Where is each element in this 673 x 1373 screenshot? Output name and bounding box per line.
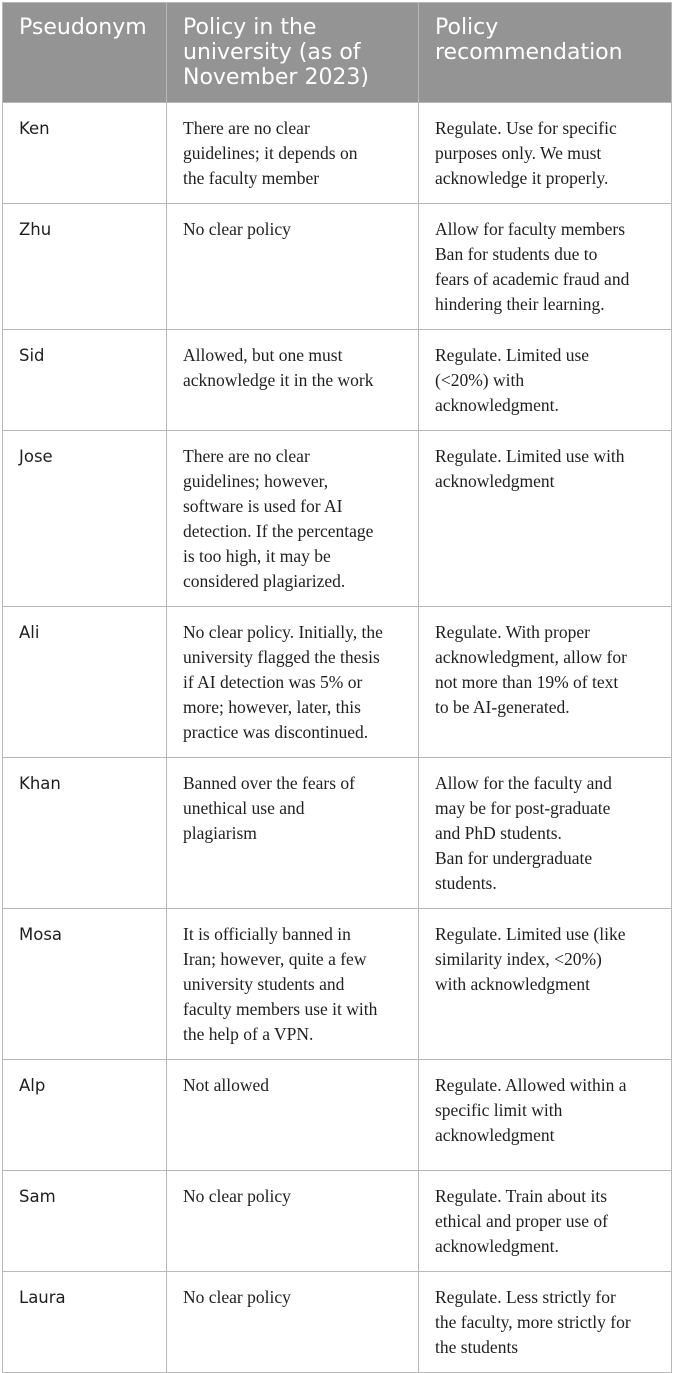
recommendation-line: may be for post-graduate xyxy=(435,798,611,818)
header-pseudonym xyxy=(3,3,167,103)
pseudonym-cell xyxy=(3,330,167,431)
recommendation-cell xyxy=(419,909,672,1060)
policy-line: unethical use and xyxy=(183,798,305,818)
recommendation-line: purposes only. We must xyxy=(435,143,602,163)
policy-line: if AI detection was 5% or xyxy=(183,672,363,692)
policy-line: plagiarism xyxy=(183,823,257,843)
policy-table xyxy=(2,2,672,1373)
recommendation-line: the faculty, more strictly for xyxy=(435,1312,631,1332)
header-line: Policy in the xyxy=(183,15,317,40)
recommendation-line: Allow for faculty members xyxy=(435,219,626,239)
pseudonym-cell xyxy=(3,909,167,1060)
recommendation-cell xyxy=(419,1060,672,1171)
policy-line: the faculty member xyxy=(183,168,320,188)
recommendation-line: Regulate. Less strictly for xyxy=(435,1287,616,1307)
policy-cell xyxy=(167,1171,419,1272)
policy-line: No clear policy xyxy=(183,1186,291,1206)
policy-line: more; however, later, this xyxy=(183,697,361,717)
recommendation-cell xyxy=(419,431,672,607)
table-row xyxy=(3,1272,672,1373)
recommendation-line: acknowledgment. xyxy=(435,1236,559,1256)
pseudonym: Sam xyxy=(19,1187,56,1206)
table-row xyxy=(3,1171,672,1272)
pseudonym-cell xyxy=(3,431,167,607)
recommendation-line: (<20%) with xyxy=(435,370,525,390)
policy-line: Banned over the fears of xyxy=(183,773,356,793)
pseudonym: Ken xyxy=(19,119,50,138)
header-policy-recommendation xyxy=(419,3,672,103)
recommendation-line: acknowledge it properly. xyxy=(435,168,609,188)
header-row xyxy=(3,3,672,103)
policy-line: is too high, it may be xyxy=(183,546,331,566)
pseudonym: Laura xyxy=(19,1288,66,1307)
pseudonym: Ali xyxy=(19,623,40,642)
policy-line: Not allowed xyxy=(183,1075,270,1095)
recommendation-line: not more than 19% of text xyxy=(435,672,619,692)
recommendation-cell xyxy=(419,330,672,431)
table-row xyxy=(3,431,672,607)
recommendation-cell xyxy=(419,1272,672,1373)
policy-line: university flagged the thesis xyxy=(183,647,380,667)
pseudonym: Khan xyxy=(19,774,61,793)
policy-line: Allowed, but one must xyxy=(183,345,343,365)
policy-cell xyxy=(167,607,419,758)
policy-cell xyxy=(167,204,419,330)
pseudonym: Mosa xyxy=(19,925,63,944)
recommendation-cell xyxy=(419,103,672,204)
recommendation-cell xyxy=(419,758,672,909)
policy-cell xyxy=(167,330,419,431)
pseudonym: Alp xyxy=(19,1076,46,1095)
policy-line: It is officially banned in xyxy=(183,924,351,944)
pseudonym: Sid xyxy=(19,346,45,365)
table-row xyxy=(3,204,672,330)
policy-line: faculty members use it with xyxy=(183,999,378,1019)
pseudonym-cell xyxy=(3,1171,167,1272)
recommendation-line: Regulate. Allowed within a xyxy=(435,1075,627,1095)
recommendation-cell xyxy=(419,204,672,330)
pseudonym: Zhu xyxy=(19,220,52,239)
policy-line: No clear policy xyxy=(183,219,291,239)
policy-line: No clear policy xyxy=(183,1287,291,1307)
recommendation-line: Regulate. Train about its xyxy=(435,1186,608,1206)
recommendation-cell xyxy=(419,1171,672,1272)
policy-cell xyxy=(167,1272,419,1373)
policy-line: the help of a VPN. xyxy=(183,1024,314,1044)
policy-line: guidelines; it depends on xyxy=(183,143,358,163)
table-row xyxy=(3,758,672,909)
policy-line: considered plagiarized. xyxy=(183,571,346,591)
header-line: November 2023) xyxy=(183,65,370,90)
recommendation-line: Regulate. Limited use with xyxy=(435,446,625,466)
header-line: Policy xyxy=(435,15,499,40)
policy-cell xyxy=(167,758,419,909)
recommendation-line: specific limit with xyxy=(435,1100,563,1120)
policy-line: There are no clear xyxy=(183,118,310,138)
header-line: recommendation xyxy=(435,40,623,65)
policy-cell xyxy=(167,431,419,607)
table-row xyxy=(3,103,672,204)
table-row xyxy=(3,909,672,1060)
policy-cell xyxy=(167,103,419,204)
policy-line: practice was discontinued. xyxy=(183,722,369,742)
recommendation-line: and PhD students. xyxy=(435,823,562,843)
recommendation-line: Allow for the faculty and xyxy=(435,773,612,793)
recommendation-line: Regulate. With proper xyxy=(435,622,590,642)
header-line: Pseudonym xyxy=(19,15,147,40)
policy-line: software is used for AI xyxy=(183,496,343,516)
recommendation-line: Ban for students due to xyxy=(435,244,598,264)
pseudonym-cell xyxy=(3,103,167,204)
table-row xyxy=(3,330,672,431)
recommendation-line: to be AI-generated. xyxy=(435,697,570,717)
pseudonym-cell xyxy=(3,1060,167,1171)
recommendation-line: Ban for undergraduate xyxy=(435,848,593,868)
policy-line: No clear policy. Initially, the xyxy=(183,622,383,642)
recommendation-line: acknowledgment, allow for xyxy=(435,647,627,667)
recommendation-line: the students xyxy=(435,1337,519,1357)
policy-line: Iran; however, quite a few xyxy=(183,949,367,969)
recommendation-line: acknowledgment xyxy=(435,471,555,491)
recommendation-line: acknowledgment xyxy=(435,1125,555,1145)
policy-cell xyxy=(167,909,419,1060)
table-row xyxy=(3,1060,672,1171)
recommendation-line: Regulate. Use for specific xyxy=(435,118,617,138)
recommendation-line: Regulate. Limited use xyxy=(435,345,590,365)
pseudonym-cell xyxy=(3,607,167,758)
policy-line: guidelines; however, xyxy=(183,471,329,491)
pseudonym: Jose xyxy=(19,447,53,466)
header-line: university (as of xyxy=(183,40,361,65)
header-policy-in-university xyxy=(167,3,419,103)
table-row xyxy=(3,607,672,758)
pseudonym-cell xyxy=(3,204,167,330)
pseudonym-cell xyxy=(3,758,167,909)
recommendation-line: Regulate. Limited use (like xyxy=(435,924,626,944)
policy-cell xyxy=(167,1060,419,1171)
pseudonym-cell xyxy=(3,1272,167,1373)
recommendation-line: fears of academic fraud and xyxy=(435,269,630,289)
recommendation-line: ethical and proper use of xyxy=(435,1211,608,1231)
policy-line: There are no clear xyxy=(183,446,310,466)
recommendation-line: similarity index, <20%) xyxy=(435,949,602,969)
recommendation-line: students. xyxy=(435,873,497,893)
policy-line: acknowledge it in the work xyxy=(183,370,374,390)
recommendation-line: hindering their learning. xyxy=(435,294,605,314)
recommendation-cell xyxy=(419,607,672,758)
recommendation-line: with acknowledgment xyxy=(435,974,591,994)
recommendation-line: acknowledgment. xyxy=(435,395,559,415)
policy-line: detection. If the percentage xyxy=(183,521,374,541)
policy-line: university students and xyxy=(183,974,345,994)
